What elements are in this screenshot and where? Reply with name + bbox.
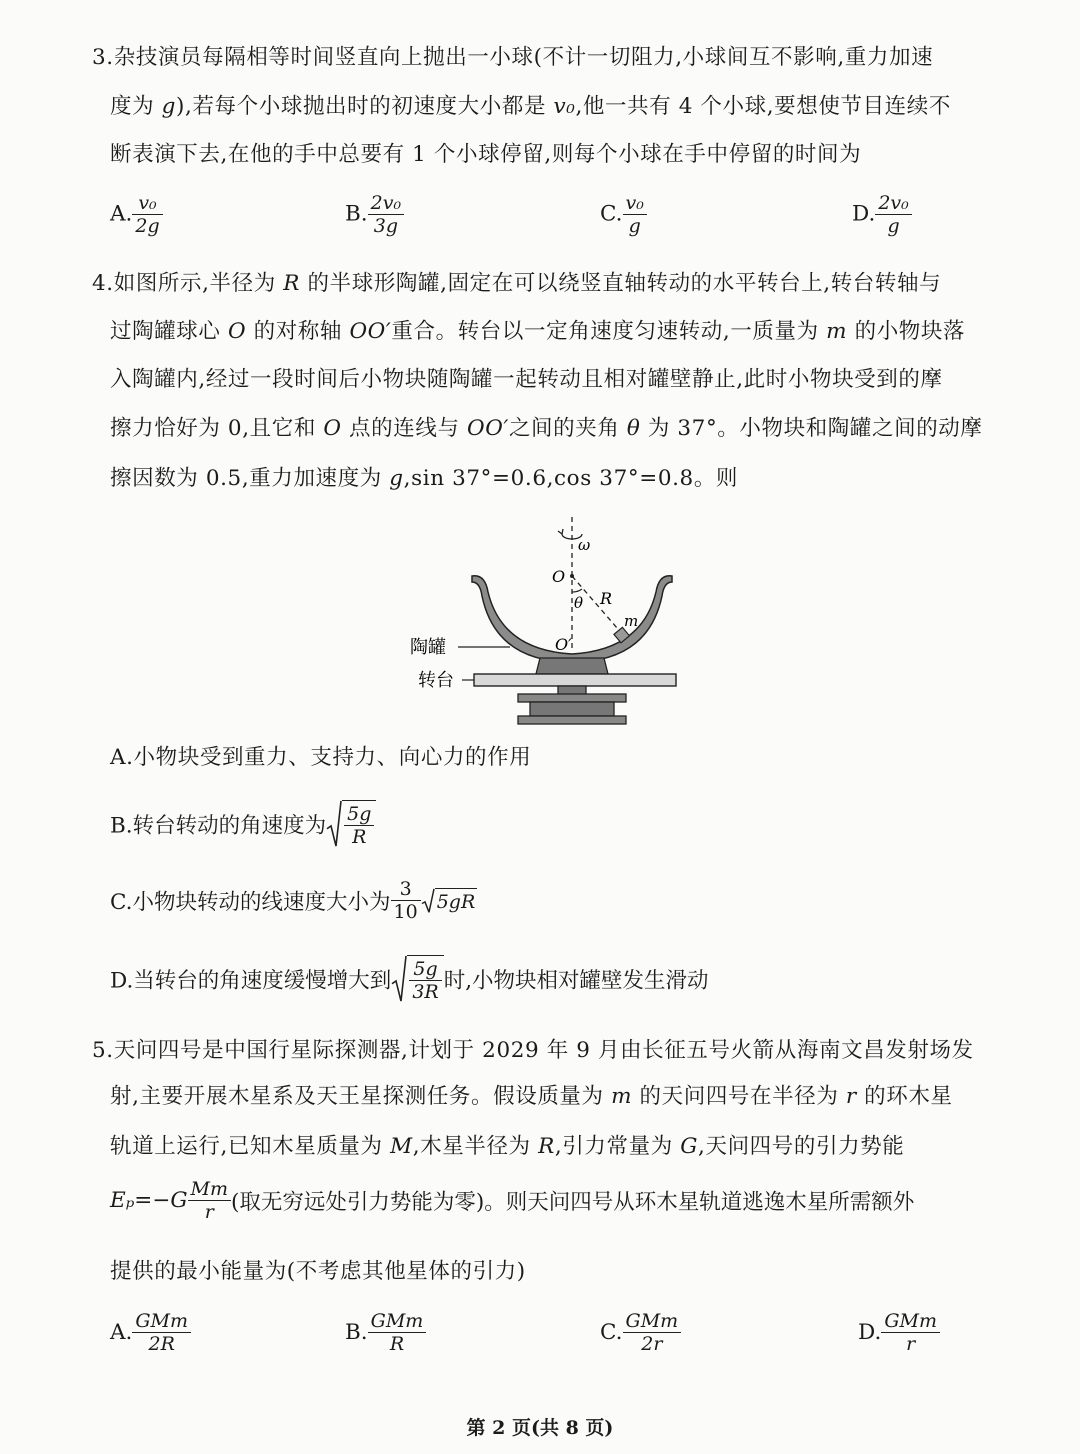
radicand: 5gR	[435, 888, 478, 913]
option-label: B.	[345, 201, 368, 227]
text: 的对称轴	[246, 319, 350, 344]
radical-sign	[391, 955, 407, 1003]
option-label: A.	[110, 201, 133, 227]
option-label: D.	[852, 201, 876, 227]
text: 4.如图所示,半径为	[92, 271, 284, 296]
var-O: O	[323, 416, 342, 441]
frac-num: v₀	[132, 192, 162, 215]
text: ,天问四号的引力势能	[698, 1134, 905, 1159]
q3-line3	[110, 141, 861, 169]
text: 提供的最小能量为(不考虑其他星体的引力)	[110, 1259, 526, 1284]
q3-option-b	[345, 192, 404, 237]
var-OO-prime: OO′	[467, 416, 509, 441]
text: 擦因数为 0.5,重力加速度为	[110, 466, 390, 491]
q4-line3	[110, 366, 943, 394]
var-m: m	[826, 319, 848, 344]
q3-option-c	[600, 192, 647, 237]
radical-sign	[326, 800, 342, 848]
turntable-plate	[474, 674, 676, 686]
label-O: O	[552, 567, 566, 586]
option-label: B.	[345, 1320, 368, 1345]
frac-den: 2r	[641, 1333, 663, 1355]
radical-sign	[421, 888, 435, 914]
label-R: R	[600, 589, 613, 608]
q3-stem-text: 3.杂技演员每隔相等时间竖直向上抛出一小球(不计一切阻力,小球间互不影响,重力加速	[92, 45, 934, 70]
frac-den: R	[352, 826, 367, 848]
frac-den: 10	[393, 901, 418, 923]
frac-den: r	[906, 1333, 916, 1355]
turntable-base-bottom	[518, 716, 626, 724]
label-O-prime: O′	[555, 635, 572, 654]
q4-line4	[110, 415, 983, 443]
var-m: m	[611, 1084, 633, 1109]
frac-den: r	[204, 1201, 214, 1223]
option-label: A.	[110, 1320, 133, 1345]
q3-option-a	[110, 192, 163, 237]
var-O: O	[227, 319, 247, 344]
turntable-base-top	[518, 694, 626, 702]
text: 射,主要开展木星系及天王星探测任务。假设质量为	[110, 1084, 612, 1109]
label-theta: θ	[574, 594, 584, 612]
option-label: C.	[600, 1320, 623, 1345]
text: 过陶罐球心	[110, 319, 228, 344]
text: ,木星半径为	[412, 1134, 539, 1159]
q5-line4	[110, 1178, 914, 1223]
text: ,sin 37°=0.6,cos 37°=0.8。则	[403, 466, 739, 491]
jar-base	[536, 658, 608, 674]
page-footer: 第 2 页(共 8 页)	[466, 1417, 614, 1439]
q5-option-c	[600, 1310, 681, 1355]
text: 时,小物块相对罐壁发生滑动	[443, 968, 709, 994]
angle-arc	[572, 589, 582, 592]
frac-num: GMm	[132, 1310, 191, 1333]
text: 断表演下去,在他的手中总要有 1 个小球停留,则每个小球在手中停留的时间为	[110, 142, 862, 167]
text: 度为	[110, 94, 162, 119]
q4-option-d	[110, 955, 709, 1003]
text: B.转台转动的角速度为	[110, 813, 327, 839]
text: 的环木星	[856, 1084, 953, 1109]
formula-ep: Eₚ=−G	[110, 1188, 188, 1213]
q3-option-d	[852, 192, 912, 237]
text: ),若每个小球抛出时的初速度大小都是	[176, 94, 554, 119]
turntable-base-body	[530, 702, 614, 716]
var-M: M	[390, 1134, 413, 1159]
q5-option-a	[110, 1310, 191, 1355]
frac-den: R	[389, 1333, 405, 1355]
q5-line1	[92, 1037, 974, 1065]
frac-num: 2v₀	[875, 192, 911, 215]
var-g: g	[389, 466, 404, 491]
q4-line2	[110, 318, 965, 346]
text: 的半球形陶罐,固定在可以绕竖直轴转动的水平转台上,转台转轴与	[300, 271, 942, 296]
text: (取无穷远处引力势能为零)。则天问四号从环木星轨道逃逸木星所需额外	[230, 1190, 915, 1215]
label-turntable: 转台	[418, 670, 454, 691]
text: 擦力恰好为 0,且它和	[110, 416, 324, 441]
jar-turntable-figure	[410, 512, 690, 727]
frac-num: Mm	[188, 1178, 231, 1201]
text: C.小物块转动的线速度大小为	[110, 890, 391, 915]
var-g: g	[161, 94, 177, 119]
frac-num: 3	[391, 878, 421, 901]
q4-option-c	[110, 878, 477, 923]
text: 的小物块落	[847, 319, 966, 344]
text: D.当转台的角速度缓慢增大到	[110, 968, 392, 994]
var-R: R	[538, 1134, 555, 1159]
option-label: C.	[600, 201, 623, 227]
frac-num: 2v₀	[368, 192, 404, 215]
frac-den: g	[628, 215, 641, 237]
text: 为 37°。小物块和陶罐之间的动摩	[640, 416, 983, 441]
q4-option-b	[110, 800, 376, 848]
text: ,他一共有 4 个小球,要想使节目连续不	[575, 94, 951, 119]
var-v0: v₀	[553, 94, 576, 119]
q4-option-a	[110, 744, 531, 772]
label-jar: 陶罐	[410, 637, 446, 658]
text: 轨道上运行,已知木星质量为	[110, 1134, 391, 1159]
q3-line2	[110, 93, 951, 121]
q4-line1	[92, 270, 941, 298]
var-R: R	[283, 271, 301, 296]
text: 5.天问四号是中国行星际探测器,计划于 2029 年 9 月由长征五号火箭从海南文昌发射场发	[92, 1038, 974, 1063]
var-OO-prime: OO′	[349, 319, 392, 344]
label-m: m	[624, 612, 639, 630]
frac-num: GMm	[623, 1310, 682, 1333]
option-label: D.	[858, 1320, 882, 1345]
text: A.小物块受到重力、支持力、向心力的作用	[110, 745, 532, 770]
text: ,引力常量为	[554, 1134, 681, 1159]
text: 之间的夹角	[508, 416, 627, 441]
frac-den: g	[887, 215, 900, 237]
frac-num: GMm	[881, 1310, 940, 1333]
frac-den: 2g	[135, 215, 160, 237]
var-r: r	[845, 1084, 857, 1109]
frac-den: 3g	[373, 215, 398, 237]
q4-line5	[110, 465, 738, 493]
q5-line3	[110, 1133, 904, 1161]
q3-line1	[92, 44, 933, 72]
text: 点的连线与	[341, 416, 467, 441]
text: 重合。转台以一定角速度匀速转动,一质量为	[391, 319, 827, 344]
frac-num: 5g	[344, 803, 374, 826]
label-omega: ω	[578, 536, 591, 554]
text: 的天问四号在半径为	[632, 1084, 846, 1109]
frac-num: v₀	[623, 192, 647, 215]
frac-den: 2R	[148, 1333, 175, 1355]
rotation-arrowhead	[558, 529, 563, 534]
q5-option-b	[345, 1310, 426, 1355]
frac-den: 3R	[412, 981, 439, 1003]
var-G: G	[680, 1134, 699, 1159]
frac-num: 5g	[409, 958, 441, 981]
q5-line2	[110, 1083, 953, 1111]
text: 入陶罐内,经过一段时间后小物块随陶罐一起转动且相对罐壁静止,此时小物块受到的摩	[110, 367, 943, 392]
frac-num: GMm	[368, 1310, 427, 1333]
var-theta: θ	[626, 416, 641, 441]
q5-line5	[110, 1258, 526, 1286]
q5-option-d	[858, 1310, 940, 1355]
